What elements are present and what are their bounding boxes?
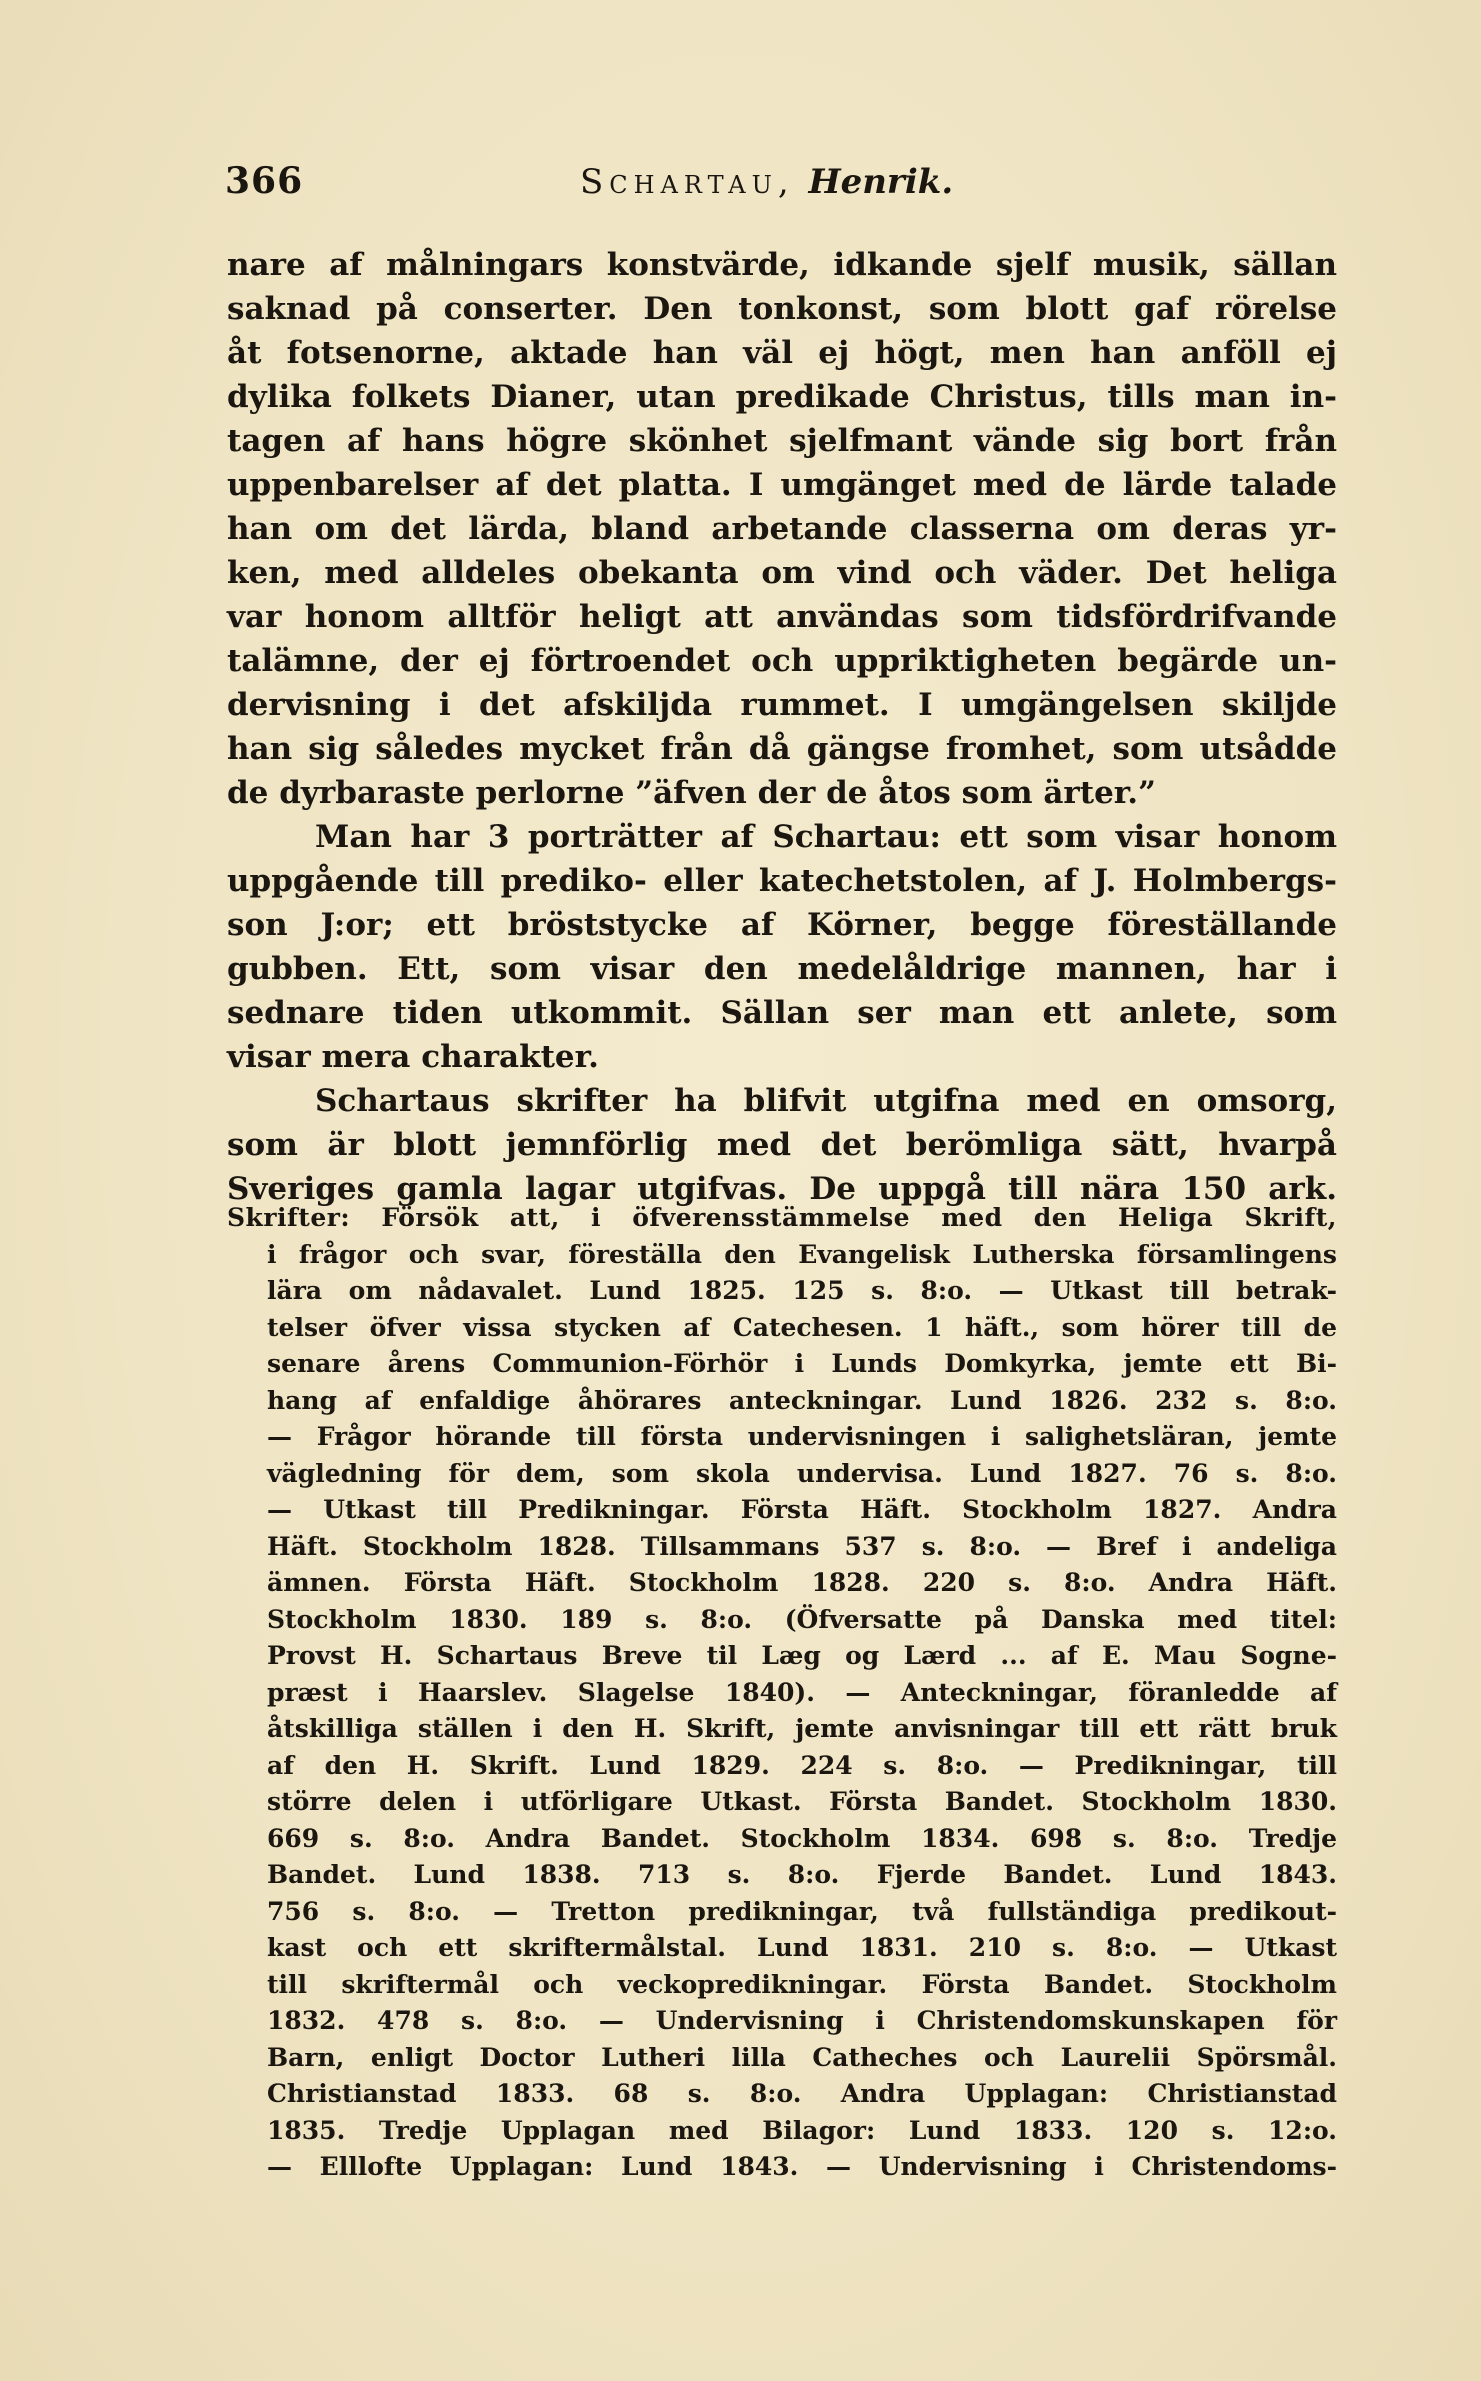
- note-line: Provst H. Schartaus Breve til Læg og Lærd ... af E. Mau Sogne-: [267, 1641, 1337, 1670]
- text-line: han om det lärda, bland arbetande classerna om deras yr-: [227, 511, 1337, 547]
- text-line: sednare tiden utkommit. Sällan ser man ett anlete, som: [227, 995, 1337, 1031]
- note-line: Christianstad 1833. 68 s. 8:o. Andra Upplagan: Christianstad: [267, 2079, 1337, 2108]
- text-line: tagen af hans högre skönhet sjelfmant vände sig bort från: [227, 423, 1337, 459]
- note-line: Bandet. Lund 1838. 713 s. 8:o. Fjerde Bandet. Lund 1843.: [267, 1860, 1337, 1889]
- note-line: lära om nådavalet. Lund 1825. 125 s. 8:o. — Utkast till betrak-: [267, 1276, 1337, 1305]
- note-line: i frågor och svar, föreställa den Evangelisk Lutherska församlingens: [267, 1239, 1337, 1269]
- note-line: 1835. Tredje Upplagan med Bilagor: Lund 1833. 120 s. 12:o.: [267, 2115, 1337, 2145]
- note-line: 669 s. 8:o. Andra Bandet. Stockholm 1834. 698 s. 8:o. Tredje: [267, 1823, 1337, 1853]
- text-line: uppenbarelser af det platta. I umgänget med de lärde talade: [227, 467, 1337, 503]
- note-line: — Frågor hörande till första undervisningen i salighetsläran, jemte: [267, 1422, 1337, 1451]
- page-header: [225, 160, 1345, 210]
- text-line: han sig således mycket från då gängse fromhet, som utsådde: [227, 731, 1337, 767]
- note-line: Barn, enligt Doctor Lutheri lilla Catheches och Laurelii Spörsmål.: [267, 2042, 1337, 2072]
- text-line: uppgående till prediko- eller katechetstolen, af J. Holmbergs-: [227, 863, 1337, 899]
- text-line: dylika folkets Dianer, utan predikade Christus, tills man in-: [227, 379, 1337, 415]
- note-line: ämnen. Första Häft. Stockholm 1828. 220 s. 8:o. Andra Häft.: [267, 1568, 1337, 1597]
- text-line: nare af målningars konstvärde, idkande sjelf musik, sällan: [227, 247, 1337, 283]
- note-line: Skrifter: Försök att, i öfverensstämmelse med den Heliga Skrift,: [227, 1203, 1337, 1232]
- running-head-name: Schartau,: [580, 162, 795, 202]
- note-line: — Elllofte Upplagan: Lund 1843. — Undervisning i Christendoms-: [267, 2152, 1337, 2181]
- running-head: [580, 162, 953, 202]
- page-number: 366: [225, 160, 304, 202]
- text-line: visar mera charakter.: [227, 1039, 599, 1075]
- text-line: Man har 3 porträtter af Schartau: ett som visar honom: [315, 819, 1337, 855]
- note-line: åtskilliga ställen i den H. Skrift, jemte anvisningar till ett rätt bruk: [267, 1714, 1337, 1743]
- text-line: de dyrbaraste perlorne ”äfven der de åtos som ärter.”: [227, 775, 1156, 811]
- note-line: Stockholm 1830. 189 s. 8:o. (Öfversatte på Danska med titel:: [267, 1604, 1337, 1634]
- text-line: åt fotsenorne, aktade han väl ej högt, men han anföll ej: [227, 335, 1337, 371]
- text-line: saknad på conserter. Den tonkonst, som blott gaf rörelse: [227, 291, 1337, 327]
- running-head-given-name: Henrik.: [808, 162, 954, 202]
- note-line: vägledning för dem, som skola undervisa. Lund 1827. 76 s. 8:o.: [267, 1458, 1337, 1488]
- text-line: Schartaus skrifter ha blifvit utgifna med en omsorg,: [315, 1083, 1337, 1119]
- note-line: senare årens Communion-Förhör i Lunds Domkyrka, jemte ett Bi-: [267, 1349, 1337, 1378]
- text-line: som är blott jemnförlig med det berömliga sätt, hvarpå: [227, 1127, 1337, 1163]
- text-line: var honom alltför heligt att användas som tidsfördrifvande: [227, 599, 1337, 635]
- bibliography-notes: [227, 1200, 1337, 2186]
- note-line: — Utkast till Predikningar. Första Häft. Stockholm 1827. Andra: [267, 1495, 1337, 1524]
- note-line: större delen i utförligare Utkast. Första Bandet. Stockholm 1830.: [267, 1787, 1337, 1816]
- text-line: dervisning i det afskiljda rummet. I umgängelsen skiljde: [227, 687, 1337, 723]
- note-line: 1832. 478 s. 8:o. — Undervisning i Christendomskunskapen för: [267, 2006, 1337, 2035]
- note-line: kast och ett skriftermålstal. Lund 1831. 210 s. 8:o. — Utkast: [267, 1933, 1337, 1962]
- note-line: præst i Haarslev. Slagelse 1840). — Anteckningar, föranledde af: [267, 1677, 1337, 1707]
- note-line: hang af enfaldige åhörares anteckningar. Lund 1826. 232 s. 8:o.: [267, 1385, 1337, 1415]
- note-line: Häft. Stockholm 1828. Tillsammans 537 s. 8:o. — Bref i andeliga: [267, 1531, 1337, 1561]
- text-line: talämne, der ej förtroendet och uppriktigheten begärde un-: [227, 643, 1337, 679]
- main-text: [227, 243, 1337, 1211]
- note-line: af den H. Skrift. Lund 1829. 224 s. 8:o. — Predikningar, till: [267, 1750, 1337, 1780]
- text-line: gubben. Ett, som visar den medelåldrige mannen, har i: [227, 951, 1337, 987]
- note-line: till skriftermål och veckopredikningar. Första Bandet. Stockholm: [267, 1969, 1337, 1999]
- note-line: telser öfver vissa stycken af Catechesen. 1 häft., som hörer till de: [267, 1312, 1337, 1342]
- text-line: ken, med alldeles obekanta om vind och väder. Det heliga: [227, 555, 1337, 591]
- note-line: 756 s. 8:o. — Tretton predikningar, två fullständiga predikout-: [267, 1896, 1337, 1926]
- text-line: Sveriges gamla lagar utgifvas. De uppgå till nära 150 ark.: [227, 1171, 1337, 1207]
- text-line: son J:or; ett bröststycke af Körner, begge föreställande: [227, 907, 1337, 943]
